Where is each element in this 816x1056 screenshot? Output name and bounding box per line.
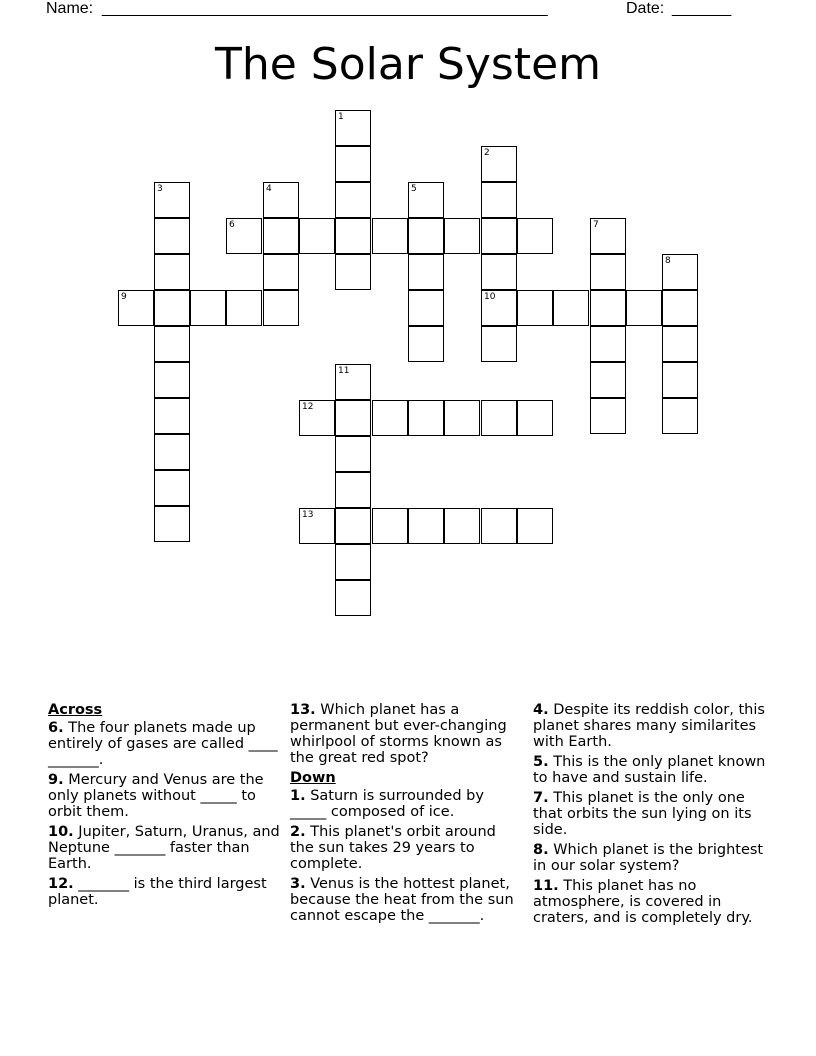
grid-cell[interactable] [444, 508, 480, 544]
clue-number-label: 13. [290, 702, 316, 718]
grid-cell[interactable] [481, 218, 517, 254]
down-heading: Down [290, 770, 336, 786]
clue-down-5 [533, 754, 773, 786]
grid-cell[interactable] [517, 218, 553, 254]
grid-cell[interactable] [154, 434, 190, 470]
grid-cell[interactable] [408, 218, 444, 254]
clue-text: _______ is the third largest planet. [48, 876, 267, 908]
clue-down-4 [533, 702, 773, 750]
grid-cell[interactable] [263, 182, 299, 218]
clue-text: The four planets made up entirely of gases are called ____ _______. [48, 720, 278, 768]
grid-cell[interactable] [335, 254, 371, 290]
clue-number: 5 [411, 184, 417, 194]
clue-down-2 [290, 824, 524, 872]
grid-cell[interactable] [335, 544, 371, 580]
clue-number: 1 [338, 112, 344, 122]
clue-text: Despite its reddish color, this planet shares many similarites with Earth. [533, 702, 765, 750]
grid-cell[interactable] [444, 218, 480, 254]
clue-text: This planet's orbit around the sun takes 29 years to complete. [290, 824, 496, 872]
clue-down-1 [290, 788, 524, 820]
grid-cell[interactable] [662, 254, 698, 290]
clue-down-7 [533, 790, 773, 838]
clue-number-label: 8. [533, 842, 549, 858]
grid-cell[interactable] [372, 400, 408, 436]
grid-cell[interactable] [335, 580, 371, 616]
grid-cell[interactable] [517, 400, 553, 436]
clue-text: This planet has no atmosphere, is covered in craters, and is completely dry. [533, 878, 753, 926]
grid-cell[interactable] [662, 398, 698, 434]
clue-number-label: 4. [533, 702, 549, 718]
clue-number: 4 [266, 184, 272, 194]
grid-cell[interactable] [154, 254, 190, 290]
grid-cell[interactable] [408, 290, 444, 326]
page-title: The Solar System [214, 39, 601, 90]
grid-cell[interactable] [590, 398, 626, 434]
name-field[interactable]: _____________________________________________________ [102, 0, 548, 17]
grid-cell[interactable] [662, 290, 698, 326]
clue-number-label: 10. [48, 824, 74, 840]
clue-text: Mercury and Venus are the only planets without _____ to orbit them. [48, 772, 264, 820]
grid-cell[interactable] [626, 290, 662, 326]
grid-cell[interactable] [335, 364, 371, 400]
clue-text: Jupiter, Saturn, Uranus, and Neptune _______ faster than Earth. [48, 824, 280, 872]
clues-column-1 [48, 702, 280, 912]
grid-cell[interactable] [481, 326, 517, 362]
clue-number: 11 [338, 366, 350, 376]
clue-number-label: 6. [48, 720, 64, 736]
grid-cell[interactable] [590, 290, 626, 326]
clue-across-10 [48, 824, 280, 872]
grid-cell[interactable] [553, 290, 589, 326]
grid-cell[interactable] [335, 472, 371, 508]
grid-cell[interactable] [481, 254, 517, 290]
clue-number-label: 2. [290, 824, 306, 840]
grid-cell[interactable] [481, 290, 517, 326]
grid-cell[interactable] [335, 508, 371, 544]
clue-text: This planet is the only one that orbits the sun lying on its side. [533, 790, 752, 838]
grid-cell[interactable] [154, 506, 190, 542]
clue-across-6 [48, 720, 280, 768]
grid-cell[interactable] [335, 146, 371, 182]
grid-cell[interactable] [263, 218, 299, 254]
clue-across-13 [290, 702, 524, 766]
clue-down-3 [290, 876, 524, 924]
grid-cell[interactable] [263, 254, 299, 290]
clue-number: 9 [121, 292, 127, 302]
clue-number-label: 1. [290, 788, 306, 804]
clue-number: 2 [484, 148, 490, 158]
clue-number-label: 5. [533, 754, 549, 770]
grid-cell[interactable] [481, 400, 517, 436]
grid-cell[interactable] [662, 362, 698, 398]
grid-cell[interactable] [335, 110, 371, 146]
clue-text: Saturn is surrounded by _____ composed of ice. [290, 788, 484, 820]
across-heading: Across [48, 702, 103, 718]
grid-cell[interactable] [372, 508, 408, 544]
clue-number-label: 12. [48, 876, 74, 892]
grid-cell[interactable] [590, 218, 626, 254]
grid-cell[interactable] [154, 470, 190, 506]
grid-cell[interactable] [408, 254, 444, 290]
grid-cell[interactable] [190, 290, 226, 326]
grid-cell[interactable] [154, 326, 190, 362]
clues-column-3 [533, 702, 773, 930]
grid-cell[interactable] [226, 218, 262, 254]
clue-down-8 [533, 842, 773, 874]
clue-number-label: 7. [533, 790, 549, 806]
grid-cell[interactable] [372, 218, 408, 254]
clue-number: 10 [484, 292, 496, 302]
grid-cell[interactable] [226, 290, 262, 326]
clue-number: 3 [157, 184, 163, 194]
clue-number: 12 [302, 402, 314, 412]
clue-text: This is the only planet known to have and sustain life. [533, 754, 766, 786]
grid-cell[interactable] [299, 218, 335, 254]
grid-cell[interactable] [481, 146, 517, 182]
grid-cell[interactable] [335, 218, 371, 254]
clue-text: Which planet has a permanent but ever-changing whirlpool of storms known as the great red spot? [290, 702, 507, 766]
grid-cell[interactable] [408, 400, 444, 436]
clues-column-2 [290, 702, 524, 928]
date-label: Date: [626, 0, 665, 17]
grid-cell[interactable] [263, 290, 299, 326]
grid-cell[interactable] [335, 182, 371, 218]
grid-cell[interactable] [590, 254, 626, 290]
clue-number: 6 [229, 220, 235, 230]
date-field[interactable]: _______ [672, 0, 731, 17]
grid-cell[interactable] [481, 508, 517, 544]
grid-cell[interactable] [335, 400, 371, 436]
grid-cell[interactable] [481, 182, 517, 218]
clue-number-label: 3. [290, 876, 306, 892]
grid-cell[interactable] [154, 218, 190, 254]
name-label: Name: [46, 0, 94, 17]
clue-number-label: 11. [533, 878, 559, 894]
grid-cell[interactable] [590, 362, 626, 398]
grid-cell[interactable] [154, 182, 190, 218]
grid-cell[interactable] [299, 400, 335, 436]
clue-number: 8 [665, 256, 671, 266]
clue-text: Venus is the hottest planet, because the heat from the sun cannot escape the _______. [290, 876, 514, 924]
clue-down-11 [533, 878, 773, 926]
grid-cell[interactable] [590, 326, 626, 362]
clue-text: Which planet is the brightest in our solar system? [533, 842, 764, 874]
grid-cell[interactable] [444, 400, 480, 436]
clue-number: 7 [593, 220, 599, 230]
grid-cell[interactable] [408, 326, 444, 362]
clue-number: 13 [302, 510, 314, 520]
grid-cell[interactable] [517, 508, 553, 544]
grid-cell[interactable] [118, 290, 154, 326]
grid-cell[interactable] [662, 326, 698, 362]
grid-cell[interactable] [154, 398, 190, 434]
grid-cell[interactable] [299, 508, 335, 544]
grid-cell[interactable] [408, 508, 444, 544]
clue-number-label: 9. [48, 772, 64, 788]
grid-cell[interactable] [154, 362, 190, 398]
grid-cell[interactable] [335, 436, 371, 472]
clue-across-9 [48, 772, 280, 820]
grid-cell[interactable] [408, 182, 444, 218]
clue-across-12 [48, 876, 280, 908]
grid-cell[interactable] [154, 290, 190, 326]
grid-cell[interactable] [517, 290, 553, 326]
